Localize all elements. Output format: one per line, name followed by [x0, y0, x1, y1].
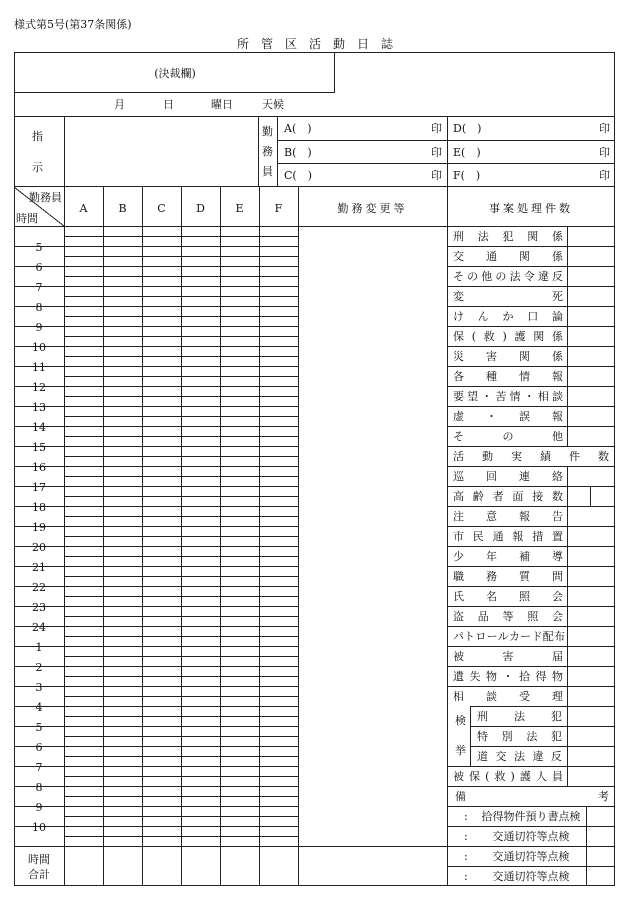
remarks-label-1: 備	[455, 790, 466, 803]
remarks-mark: :	[464, 850, 468, 863]
case-item: 変死	[453, 290, 563, 303]
case-item: 虚・誤報	[453, 410, 563, 423]
hour-label: 2	[35, 661, 43, 674]
day-label: 日	[163, 98, 174, 111]
seal-f: 印	[599, 169, 610, 182]
instruction-label-2: 示	[32, 161, 43, 174]
hour-label: 17	[32, 481, 46, 494]
hour-label: 19	[32, 521, 46, 534]
case-item: 刑法犯関係	[453, 230, 563, 243]
remarks-item: 交通切符等点検	[492, 850, 570, 863]
month-label: 月	[114, 98, 125, 111]
seal-e: 印	[599, 146, 610, 159]
hour-label: 15	[32, 441, 46, 454]
column-c-header: C	[157, 202, 166, 215]
staff-label-2: 務	[262, 145, 273, 158]
form-number: 様式第5号(第37条関係)	[14, 18, 132, 31]
hour-label: 13	[32, 401, 46, 414]
weekday-label: 曜日	[211, 98, 233, 111]
remarks-mark: :	[464, 810, 468, 823]
seal-a: 印	[431, 122, 442, 135]
column-e-header: E	[235, 202, 244, 215]
arrest-item: 刑法犯	[477, 710, 562, 723]
work-changes-header: 勤務変更等	[337, 202, 408, 215]
hour-label: 18	[32, 501, 46, 514]
case-item: 要望・苦情・相談	[453, 390, 563, 403]
remarks-item: 交通切符等点検	[492, 870, 570, 883]
remarks-mark: :	[464, 830, 468, 843]
hour-label: 7	[35, 761, 43, 774]
case-item: けんか口論	[453, 310, 563, 323]
hour-label: 16	[32, 461, 46, 474]
remarks-mark: :	[464, 870, 468, 883]
hour-label: 12	[32, 381, 46, 394]
staff-d: D( )	[453, 122, 482, 135]
hour-label: 10	[32, 821, 46, 834]
hour-label: 24	[32, 621, 46, 634]
activity-item: 遺失物・拾得物	[453, 670, 563, 683]
activity-item: パトロールカード配布	[453, 630, 565, 643]
column-b-header: B	[118, 202, 127, 215]
activity-item: 相談受理	[453, 690, 563, 703]
staff-f: F( )	[453, 169, 481, 182]
remarks-label-2: 考	[598, 790, 609, 803]
activity-item: 市民通報措置	[453, 530, 563, 543]
case-item: 各種情報	[453, 370, 563, 383]
hour-label: 9	[35, 801, 43, 814]
hour-label: 6	[35, 741, 43, 754]
seal-b: 印	[431, 146, 442, 159]
activity-item: 少年補導	[453, 550, 563, 563]
instruction-label-1: 指	[32, 130, 43, 143]
remarks-item: 交通切符等点検	[492, 830, 570, 843]
hour-label: 6	[35, 261, 43, 274]
column-d-header: D	[196, 202, 205, 215]
header-staff-label: 勤務員	[29, 191, 62, 204]
activity-item: 職務質問	[453, 570, 563, 583]
staff-label-1: 勤	[262, 125, 273, 138]
arrest-item: 道交法違反	[477, 750, 562, 763]
total-label-2: 合計	[28, 868, 50, 881]
activity-item: 被害届	[453, 650, 563, 663]
total-label-1: 時間	[28, 853, 50, 866]
activity-item: 高齢者面接数	[453, 490, 563, 503]
weather-label: 天候	[262, 98, 284, 111]
hour-label: 5	[35, 721, 43, 734]
case-item: 交通関係	[453, 250, 563, 263]
hour-label: 4	[35, 701, 43, 714]
hour-label: 9	[35, 321, 43, 334]
staff-e: E( )	[453, 146, 481, 159]
activity-header: 活動実績件数	[453, 450, 609, 463]
cases-header: 事案処理件数	[489, 202, 573, 215]
arrest-item: 特別法犯	[477, 730, 562, 743]
staff-a: A( )	[284, 122, 312, 135]
arrest-label-1: 検	[455, 714, 466, 727]
case-item: 災害関係	[453, 350, 563, 363]
hour-label: 22	[32, 581, 46, 594]
hour-label: 5	[35, 241, 43, 254]
hour-label: 8	[35, 301, 43, 314]
case-item: 保(救)護関係	[453, 330, 563, 343]
staff-label-3: 員	[262, 165, 273, 178]
arrest-label-2: 挙	[455, 744, 466, 757]
protected-persons: 被保(救)護人員	[453, 770, 563, 783]
staff-c: C( )	[284, 169, 312, 182]
header-time-label: 時間	[16, 212, 38, 225]
hour-label: 1	[35, 641, 43, 654]
activity-item: 注意報告	[453, 510, 563, 523]
activity-item: 巡回連絡	[453, 470, 563, 483]
staff-b: B( )	[284, 146, 312, 159]
form-title: 所 管 区 活 動 日 誌	[236, 37, 393, 51]
remarks-item: 拾得物件預り書点検	[481, 810, 581, 823]
activity-item: 盗品等照会	[453, 610, 563, 623]
hour-label: 11	[32, 361, 46, 374]
case-item: その他の法令違反	[453, 270, 563, 283]
hour-label: 7	[35, 281, 43, 294]
hour-label: 14	[32, 421, 46, 434]
hour-label: 21	[32, 561, 46, 574]
approval-label: (決裁欄)	[154, 67, 196, 80]
seal-c: 印	[431, 169, 442, 182]
column-f-header: F	[274, 202, 283, 215]
column-a-header: A	[79, 202, 88, 215]
hour-label: 8	[35, 781, 43, 794]
hour-label: 3	[35, 681, 43, 694]
hour-label: 20	[32, 541, 46, 554]
hour-label: 23	[32, 601, 46, 614]
case-item: その他	[453, 430, 563, 443]
seal-d: 印	[599, 122, 610, 135]
hour-label: 10	[32, 341, 46, 354]
activity-item: 氏名照会	[453, 590, 563, 603]
